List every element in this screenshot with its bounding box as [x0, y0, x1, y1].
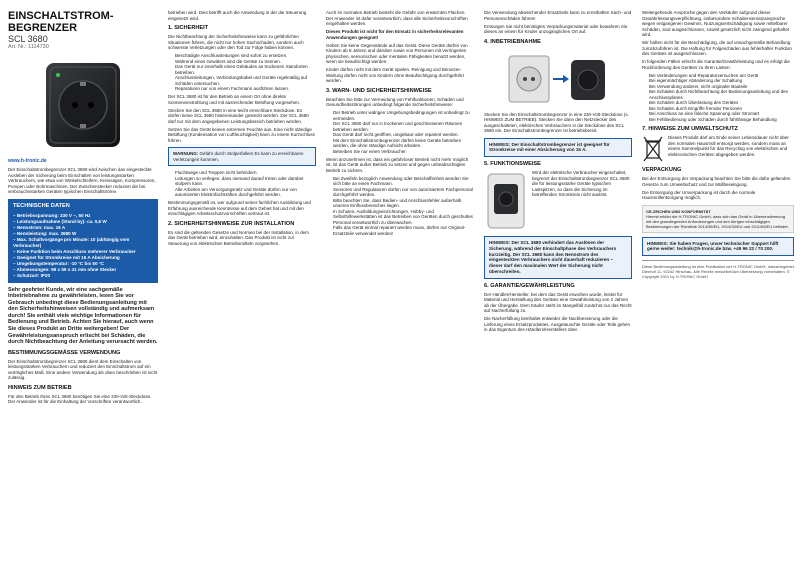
- col3-bold-text: Dieses Produkt ist nicht für den Einsatz in sicherheitsrelevanten Anwendungen geeignet!: [326, 29, 464, 40]
- col5-text: Dieses Produkt darf am Ende seiner Lebensdauer nicht über den normalen Hausmüll entsorgt werden, sondern muss an einem Sammelpunkt für das Recycling von elektrischen und elektronischen Geräten abgegeben werden.: [668, 135, 789, 157]
- tech-item: – Betriebsspannung: 230 V ~, 50 Hz: [13, 212, 91, 218]
- warning-text: Gefahr durch Stolperfallen! Es kann zu erreichbaren Verletzungen kommen.: [173, 151, 304, 162]
- section-function-title: 5. FUNKTIONSWEISE: [484, 161, 541, 168]
- col2-text: Die Nichtbeachtung der Sicherheitshinweise kann zu gefährlichen Situationen führen, die nicht nur hohen Sachschaden, sondern auch schwerste Verletzungen oder den Tod zur Folge haben können.: [168, 34, 304, 50]
- list-item: • Der SCL 3680 darf nur in trockenen und geschlossenen Räumen betrieben werden.: [333, 121, 474, 132]
- footer-text: Diese Bedienungsanleitung ist eine Publikation der H-TRONIC GmbH, Industriegebiet Dienhof 11, 92242 Hirschau. Alle Rechte einschließlich Übersetzung vorbehalten. © Copyright 2021 by H-TRONIC GmbH: [642, 260, 794, 279]
- list-item: • Beschädigte Anschlussleitungen sind sofort zu ersetzen.: [175, 53, 316, 59]
- list-item: • Das Gerät nur innerhalb eines Gebäudes an trockenen Standorten betreiben.: [175, 64, 316, 75]
- function-row: [484, 170, 632, 232]
- col3-text: Wenn anzunehmen ist, dass ein gefahrloser Betrieb nicht mehr möglich ist, ist das Gerät außer Betrieb zu setzen und gegen unbeabsichtigten Betrieb zu sichern.: [326, 156, 469, 173]
- list-item: • Während eines Gewitters sind die Geräte zu trennen.: [175, 59, 316, 65]
- intro-text: Der Einschaltstrombegrenzer SCL 3680 wird zwischen das eingesteckte Ausleben der Sicherung beim Einschalten von leistungsstarken Verbrauchern, wie etwa von Winkelschleifern, Kreissägen, Kompressoren, Pumpen oder Bohrmaschinen. Der Zwischenstecker reduziert die bei verbrauchsstarken Geräten typischen Einschaltströme.: [8, 167, 156, 194]
- tech-item: – Keine Funktion beim Anschluss mehrerer Verbraucher: [13, 248, 136, 254]
- list-item: • Bei Schäden durch Überlastung des Gerätes: [649, 100, 794, 106]
- section-install-title: 2. SICHERHEITSHINWEISE ZUR INSTALLATION: [168, 220, 295, 227]
- ce-box: [642, 205, 794, 233]
- ce-text: Hiermit erklärt die H-TRONIC GmbH, dass sich das Gerät in Übereinstimmung mit den grundlegenden Anforderungen und den übrigen einschlägigen Bestimmungen der Richtlinie 2014/35/EU, 2014/30/EU und 2011/65/EU befindet.: [646, 213, 789, 229]
- hint-box: HINWEIS: Der Einschaltstrombegrenzer ist geeignet für Stromkreise mit einer Absicherung von 16 A.: [484, 138, 632, 158]
- article-number: Art. Nr.: 1114730: [8, 44, 49, 50]
- list-item: • Bitte beachten Sie, dass Bedien- und Anschlussfehler außerhalb unseres Einflussbereiches liegen.: [333, 198, 474, 209]
- col4-text: Wird der elektrische Verbraucher eingeschaltet, begrenzt der Einschaltstrombegrenzer SCL 3680 die für leistungsstarke Geräte typischen Lastspitzen, so dass die Sicherung im betreffenden Stromkreis nicht auslöst.: [532, 170, 630, 198]
- col4-text: Die Verwendung abweichender Ersatzteile kann zu ernsthaften Sach- und Personenschäden führen!: [484, 10, 632, 21]
- list-item: • Bei Zweifeln bezüglich Anwendung oder Beschaffenheit wenden Sie sich bitte an einen Fachmann.: [333, 176, 474, 187]
- list-item: • Bei Verwendung anderer, nicht originaler Bauteile: [649, 84, 794, 90]
- tech-item: – Nennstrom: max. 16 A: [13, 224, 66, 230]
- list-item: • Falls das Gerät einmal repariert werden muss, dürfen nur Original-Ersatzteile verwendet werden!: [333, 225, 474, 236]
- column-5: [642, 10, 794, 563]
- list-item: • In Schulen, Ausbildungseinrichtungen, Hobby- und Selbsthilfewerkstätten ist das Betreiben von Geräten durch geschultes Personal verantwortlich zu überwachen.: [333, 209, 474, 226]
- section-packaging-title: VERPACKUNG: [642, 167, 682, 173]
- section-warnings-title: 3. WARN- UND SICHERHEITSHINWEISE: [326, 87, 432, 94]
- list-item: • Fluchtwege und Treppen nicht behindern.: [175, 170, 316, 176]
- col2-text: Stecken Sie den SCL 3680 in eine leicht erreichbare Steckdose. Es dürfen keine SCL 3680 hintereinander gesteckt werden. Der SCL 3680 darf nur mit dem angegebenen Leistungsbereich betrieben werden.: [168, 107, 309, 124]
- product-title-line2: BEGRENZER: [8, 22, 78, 34]
- product-title-line1: EINSCHALTSTROM-: [8, 10, 114, 22]
- ce-title: CE-ZEICHEN UND KONFORMITÄT: [646, 208, 711, 214]
- list-item: • Mit dem Einschaltstrombegrenzer dürfen keine Geräte betrieben werden, die ohne ständige Aufsicht arbeiten.: [333, 138, 474, 149]
- col4-text: Stecken Sie den Einschaltstrombegrenzer in eine 230-Volt-Steckdose (s. HINWEIS ZUM BETRIEB). Stecken Sie dann den Netzstecker des ausgeschalteten, elektrischen Verbrauchers in die Steckdose des SCL 3680 ein. Der Einschaltstrombegrenzer ist betriebsbereit.: [484, 111, 629, 133]
- tech-item: – Abmessungen: 98 x 59 x 41 mm ohne Stecker: [13, 266, 117, 272]
- list-item: • Bei Veränderungen und Reparaturversuchen am Gerät: [649, 73, 794, 79]
- product-model: SCL 3680: [8, 34, 48, 44]
- section-environment-title: 7. HINWEISE ZUM UMWELTSCHUTZ: [642, 126, 738, 132]
- list-item: • Bei Fehlbedienung oder Schäden durch fahrlässige Behandlung: [649, 117, 794, 123]
- section-setup-title: 4. INBETRIEBNAHME: [484, 38, 541, 45]
- tech-item: – Schutzart: IP20: [13, 272, 51, 278]
- socket-insertion-icon: [503, 50, 613, 108]
- section-hint-title: HINWEIS ZUM BETRIEB: [8, 384, 72, 391]
- warnings-list: [326, 110, 474, 154]
- list-item: • Reparaturen nur von einem Fachmann ausführen lassen.: [175, 86, 316, 92]
- brand-url: www.h-tronic.de: [8, 157, 47, 164]
- tech-item: – Geeignet für Stromkreise mit 16 A Absicherung: [13, 254, 120, 260]
- list-item: • Sensoren und Regulatoren dürfen nur von autorisiertem Fachpersonal durchgeführt werden.: [333, 187, 474, 198]
- col5-text: Wir haften nicht für die Beschädigung, die auf unsachgemäße Behandlung zurückzuführen ist. Die Haftung für Folgeschäden aus fehlerhafter Funktion des Gerätes ist ausgeschlossen.: [642, 40, 792, 56]
- list-item: • Bei Anschluss an eine falsche Spannung oder Stromart: [649, 111, 794, 117]
- list-item: • Bei eigenmächtiger Abänderung der Schaltung: [649, 78, 794, 84]
- section-use-title: BESTIMMUNGSGEMÄSSE VERWENDUNG: [8, 349, 121, 356]
- col5-text: Bei der Entsorgung der Verpackung beachten Sie bitte die dafür geltenden Gesetze zum Umweltschutz und zur Müllbeseitigung.: [642, 176, 791, 187]
- section-safety-title: 1. SICHERHEIT: [168, 25, 209, 31]
- col2-text: Es sind die geltenden Gesetze und Normen bei der Installation, in dem das Gerät betrieben wird, einzuhalten. Das Produkt ist nicht zur Steuerung von elektrischen Betriebsmitteln vorgesehen.: [168, 229, 309, 246]
- list-item: • Der Betrieb unter widrigen Umgebungsbedingungen ist unbedingt zu vermeiden.: [333, 110, 474, 121]
- section-warranty-title: 6. GARANTIE/GEWÄHRLEISTUNG: [484, 282, 575, 289]
- column-1: [8, 10, 158, 563]
- col5-text: In folgenden Fällen erlischt die Garantie/Gewährleistung und es erfolgt die Rückforderung des Gerätes zu Ihren Lasten:: [642, 59, 790, 70]
- safety-list: [168, 53, 316, 92]
- setup-image: [484, 50, 632, 108]
- col5-text: Weitergehende Ansprüche gegen den Verkäufer aufgrund dieser Gewährleistungsverpflichtung, insbesondere Schadensersatzansprüche wegen entgangenen Gewinns, Nutzungsentschädigung sowie mittelbarer Schäden, sind ausgeschlossen, soweit gesetzlich nicht zwingend gehaftet wird.: [642, 10, 790, 37]
- hint-box-2: HINWEIS: Der SCL 3680 verhindert das Auslösen der Sicherung, während der Einschaltphase des Verbrauchers kurzzeitig. Der SCL 3680 kann den Nennstrom des eingesteckten Verbrauchers nicht dauerhaft reduzieren – dieser darf den maximalen Wert der Sicherung nicht überschreiten.: [484, 236, 632, 279]
- device-diagram-icon: [484, 170, 528, 232]
- warnings-list-2: [326, 176, 474, 237]
- environment-row: [642, 135, 794, 163]
- warning-box: [168, 147, 316, 166]
- customer-intro: Sehr geehrter Kunde, wir eine sachgemäße Inbetriebnahme zu gewährleisten, lesen Sie vor Gebrauch unbedingt diese Bedienungsanleitung mit den Sicherheitshinweisen vollständig und aufmerksam durch! Sie enthält viele wichtige Informationen für Bedienung und Betrieb. Achten Sie hierauf, auch wenn Sie dieses Produkt an Dritte weitergeben! Der Gewährleistungsanspruch erlischt bei Schäden, die durch Nichtbeachtung der Anleitung verursacht werden.: [8, 286, 158, 346]
- list-item: • Betreiben Sie nur einen Verbraucher.: [333, 149, 474, 155]
- col3-text: Kinder dürfen nicht mit dem Gerät spielen. Reinigung und Benutzer-Wartung dürfen nicht von Kindern ohne Beaufsichtigung durchgeführt werden.: [326, 67, 464, 83]
- list-item: • Bei Schäden durch Nichtbeachtung der Bedienungsanleitung und des Anschlussplanes: [649, 89, 794, 100]
- product-image: [8, 55, 158, 155]
- warning-title: WARNUNG:: [173, 151, 199, 156]
- plug-device-icon: [28, 55, 138, 155]
- crossed-bin-icon: [642, 135, 664, 163]
- warning-list: [168, 170, 316, 198]
- tech-item: – Umgebungstemperatur: -10 °C bis 50 °C: [13, 260, 104, 266]
- col4-text: Die Nacherfüllung beinhaltet entweder die Nachbesserung oder die Lieferung eines Ersatzproduktes. Ausgetauschte Geräte oder Teile gehen in das Eigentum des Händlers/Herstellers über.: [484, 316, 631, 333]
- tech-data-title: TECHNISCHE DATEN: [13, 202, 70, 209]
- col2-text: Der SCL 3680 ist für den Betrieb an einem Ort ohne direkte Sonneneinstrahlung und mit ausreichender Belüftung vorgesehen.: [168, 94, 301, 105]
- warranty-list: [642, 73, 794, 123]
- tech-data-box: [8, 199, 158, 283]
- col2-text: Bestimmungsgemäß ist, wer aufgrund seiner fachlichen Ausbildung und Erfahrung ausreichende Kenntnisse auf dem Gebiet hat und mit den einschlägigen Arbeitsschutzvorschriften vertraut ist.: [168, 200, 311, 216]
- section-hint-text: Für den Betrieb Ihres SCL 3680 benötigen Sie eine 230-Volt-Steckdose. Der Anwender ist für die Einhaltung der Vorschriften verantwortlich.: [8, 393, 152, 405]
- col2-text: betrieben wird. Dies betrifft auch die Anwendung in der die Steuerung eingesetzt wird.: [168, 10, 307, 21]
- list-item: • Leitungen so verlegen, dass niemand darauf treten oder darüber stolpern kann.: [175, 176, 316, 187]
- tech-data-list: [13, 213, 153, 279]
- support-hint-box: HINWEIS: Sie haben Fragen, unser technischer Support hilft gerne weiter: technik@h-tronic.de bzw. +49 96 22 / 70 200.: [642, 237, 794, 257]
- list-item: • Bei Schäden durch Eingriffe fremder Personen: [649, 106, 794, 112]
- list-item: • Anschlussleitungen, Verbindungskabel und Geräte regelmäßig auf Schäden untersuchen.: [175, 75, 316, 86]
- column-3: [326, 10, 474, 563]
- tech-item: – Nennleistung: max. 3680 W: [13, 230, 77, 236]
- column-4: [484, 10, 632, 563]
- list-item: • Das Gerät darf nicht geöffnet, umgebaut oder repariert werden.: [333, 132, 474, 138]
- col3-text: Auch im normalen Betrieb besteht die Gefahr von erwärmten Flächen. Der Anwender ist dafür verantwortlich, dass alle Sicherheitsvorschriften eingehalten werden.: [326, 10, 468, 26]
- column-2: [168, 10, 316, 563]
- col2-text: Setzen Sie das Gerät keinen extremen Feuchte aus. Eine nicht ständige Belüftung (Kondensation von Luftfeuchtigkeit) kann zu einem Kurzschluss führen.: [168, 126, 315, 143]
- list-item: • Alle Arbeiten am Versorgungsnetz und Geräte dürfen nur von autorisierten Elektrofachkräften durchgeführt werden.: [175, 187, 316, 198]
- section-use-text: Der Einschaltstrombegrenzer SCL 3680 dient dem Einschalten von leistungsstarken Verbrauchern und reduziert den Einschaltstrom auf ein verträgliches Maß. Eine andere Verwendung als oben beschrieben ist nicht zulässig.: [8, 358, 158, 381]
- col5-text: Die Entsorgung der Umverpackung ist durch die normale Hausmüllentsorgung möglich.: [642, 189, 756, 200]
- col4-text: Der Händler/Hersteller, bei dem das Gerät erworben wurde, leistet für Material und Herstellung des Gerätes eine Gewährleistung von 2 Jahren ab der Übergabe. Dem Käufer steht im Mangelfall zunächst nur das Recht auf Nacherfüllung zu.: [484, 291, 632, 314]
- tech-item: – Max. Schaltvorgänge pro Minute: 10 (abhängig vom Verbraucher): [13, 236, 130, 248]
- tech-item: – Leistungsaufnahme (Stand-by): ca. 0,6 W: [13, 218, 107, 224]
- col3-text: Beachten Sie bitte zur Vermeidung von Fehlfunktionen, Schäden und Gesundheitsstörungen unbedingt folgende Sicherheitshinweise:: [326, 96, 464, 107]
- col3-text: Geben Sie keine Gegenstände auf das Gerät. Diese Geräte dürfen von Kindern ab 8 Jahren und darüber sowie von Personen mit verringerten physischen, sensorischen oder mentalen Fähigkeiten benutzt werden, wenn sie beaufsichtigt werden.: [326, 42, 468, 64]
- col4-text: Entsorgen Sie nicht benötigtes Verpackungsmaterial oder bewahren Sie dieses an einem für Kinder unzugänglichen Ort auf.: [484, 23, 628, 34]
